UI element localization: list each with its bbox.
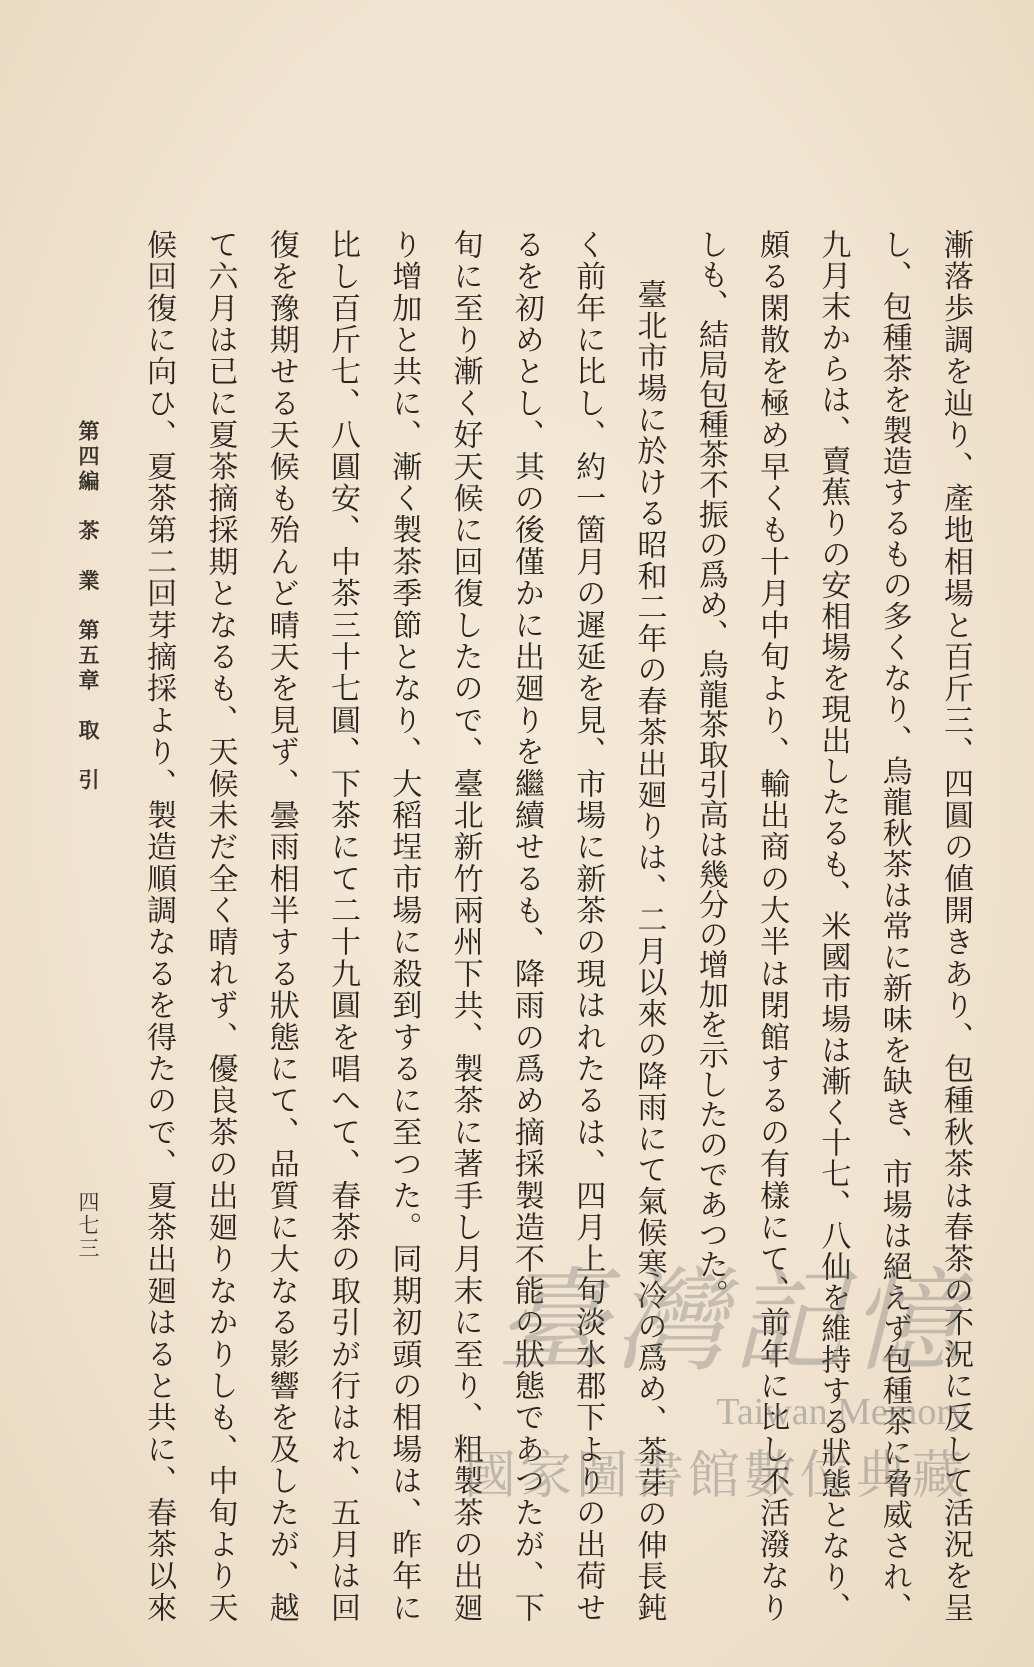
text-column-7: く前年に比し、約一箇月の遲延を見、市場に新茶の現はれたるは、四月上旬淡水郡下よりの出荷せ: [570, 229, 606, 1623]
text-column-2: し、包種茶を製造するもの多くなり、烏龍秋茶は常に新味を缺き、市場は絕えず包種茶に脅威され、: [876, 229, 912, 1622]
text-column-5: しも、結局包種茶不振の爲め、烏龍茶取引高は幾分の增加を示したのであつた。: [692, 229, 728, 1309]
watermark-logo: 臺灣記憶: [496, 1257, 968, 1387]
text-column-3: 九月末からは、賣蕉りの安相場を現出したるも、米國市場は漸く十七、八仙を維持する狀態となり、: [815, 229, 851, 1623]
text-column-9: 旬に至り漸く好天候に回復したので、臺北新竹兩州下共、製茶に著手し月末に至り、粗製茶の出廻: [447, 229, 483, 1622]
running-head: 第四編 茶 業 第五章 取 引: [76, 420, 101, 794]
page-number: 四七三: [76, 1191, 100, 1260]
text-column-11: 比し百斤七、八圓安、中茶三十七圓、下茶にて二十九圓を唱へて、春茶の取引が行はれ、五月は回: [325, 229, 361, 1622]
watermark-english: Taiwan Memory: [716, 1391, 968, 1433]
text-column-8: るを初めとし、其の後僅かに出廻りを繼續せるも、降雨の爲め摘採製造不能の狀態であつたが、下: [508, 229, 544, 1622]
text-column-10: り增加と共に、漸く製茶季節となり、大稻埕市場に殺到するに至つた。同期初頭の相場は、昨年に: [386, 229, 422, 1622]
watermark-institution: 國家圖書館數位典藏: [463, 1446, 968, 1506]
text-column-4: 頗る閑散を極め早くも十月中旬より、輸出商の大半は閉館するの有樣にて、前年に比し不活潑なり: [754, 229, 790, 1622]
text-column-1: 漸落歩調を辿り、產地相場と百斤三、四圓の値開きあり、包種秋茶は春茶の不況に反して活況を呈: [938, 229, 973, 1622]
text-column-13: て六月は已に夏茶摘採期となるも、天候未だ全く晴れず、優良茶の出廻りなかりしも、中旬より天: [202, 229, 238, 1622]
text-column-14: 候回復に向ひ、夏茶第二回芽摘採より、製造順調なるを得たので、夏茶出廻はると共に、春茶以來: [141, 229, 177, 1622]
text-column-6: 臺北市場に於ける昭和二年の春茶出廻りは、二月以來の降雨にて氣候寒冷の爲め、茶芽の伸長鈍: [631, 279, 667, 1623]
text-column-12: 復を豫期せる天候も殆んど晴天を見ず、曇雨相半する狀態にて、品質に大なる影響を及したが、越: [263, 229, 299, 1622]
